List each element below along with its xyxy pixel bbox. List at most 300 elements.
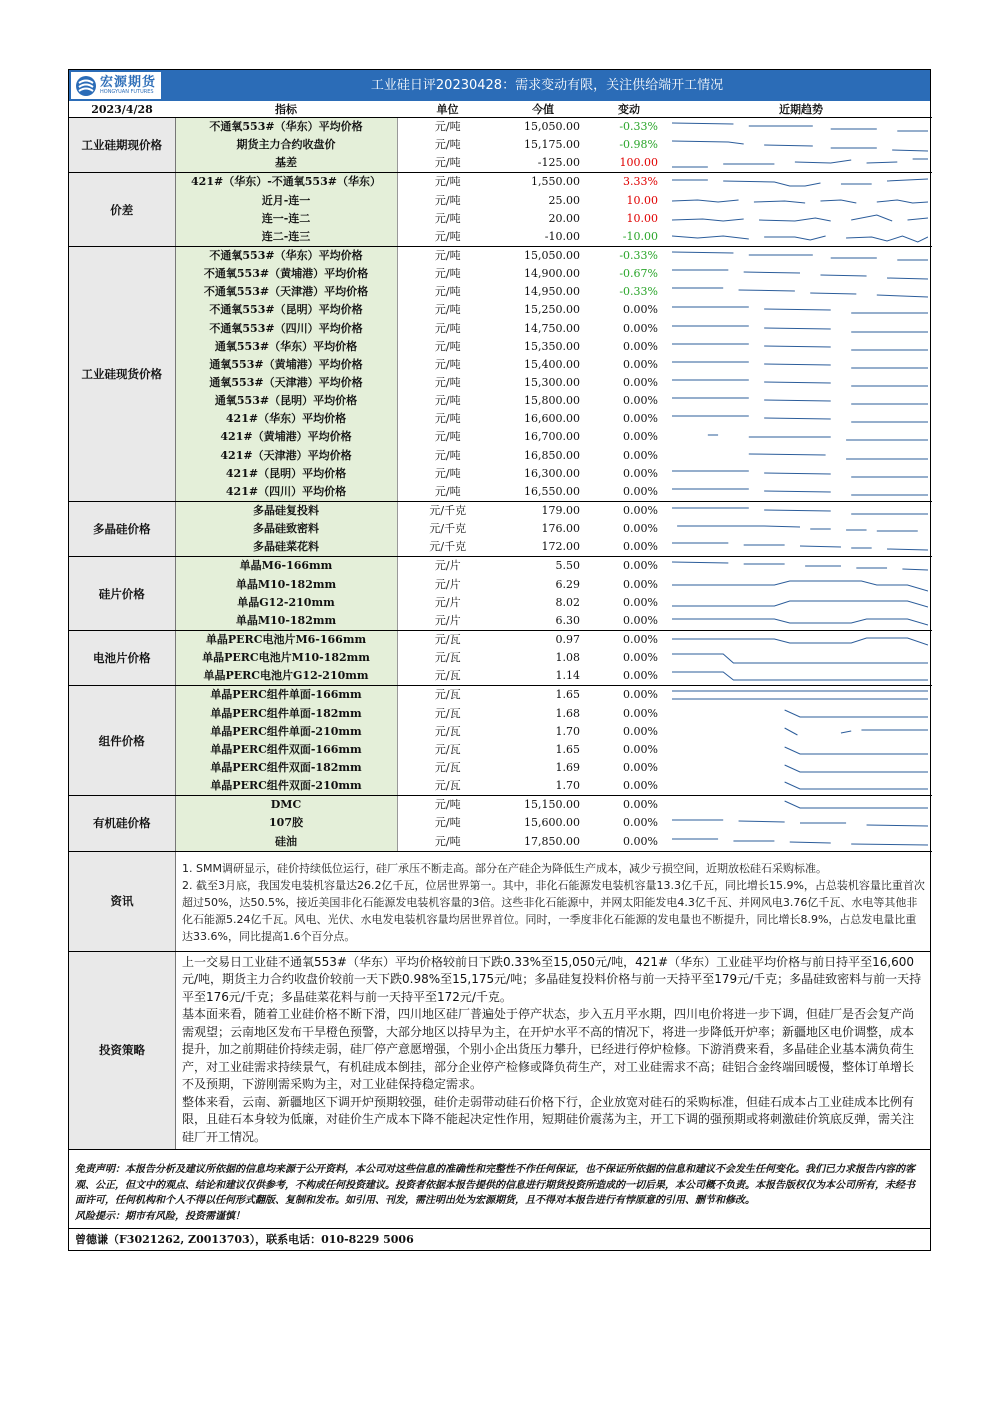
value-cell: 15,150.00 bbox=[524, 798, 580, 812]
news-label: 资讯 bbox=[69, 852, 176, 951]
sparkline-path bbox=[672, 236, 928, 242]
table-row bbox=[69, 410, 932, 428]
category-label: 多晶硅价格 bbox=[69, 501, 175, 556]
trend-cell bbox=[670, 392, 932, 410]
trend-cell bbox=[670, 192, 932, 210]
change-cell: 3.33% bbox=[623, 175, 658, 189]
sparkline-path bbox=[672, 562, 928, 570]
sparkline-path bbox=[785, 801, 928, 808]
indicator-cell: 通氧553#（天津港）平均价格 bbox=[175, 374, 397, 392]
unit-cell: 元/吨 bbox=[434, 357, 461, 371]
unit-cell: 元/片 bbox=[434, 577, 461, 591]
change-cell: 100.00 bbox=[588, 154, 670, 173]
indicator-cell: 单晶M10-182mm bbox=[175, 612, 397, 631]
change-cell: 0.00% bbox=[623, 357, 658, 371]
sparkline bbox=[672, 194, 928, 208]
sparkline-path bbox=[672, 820, 928, 826]
logo-text: 宏源期货 bbox=[100, 75, 157, 90]
sparkline-path bbox=[672, 581, 928, 591]
value-cell: 20.00 bbox=[548, 211, 580, 225]
unit-cell: 元/千克 bbox=[429, 522, 467, 536]
change-cell: 0.00% bbox=[623, 303, 658, 317]
table-row bbox=[69, 301, 932, 319]
trend-cell bbox=[670, 832, 932, 851]
value-cell: 16,600.00 bbox=[524, 412, 580, 426]
change-cell: 0.00% bbox=[588, 832, 670, 851]
sparkline-path bbox=[672, 288, 928, 297]
value-cell: 8.02 bbox=[555, 595, 580, 609]
change-cell: -0.33% bbox=[619, 249, 658, 263]
indicator-cell: 107胶 bbox=[175, 814, 397, 832]
value-cell: 179.00 bbox=[541, 504, 580, 518]
indicator-cell: 连二-连三 bbox=[175, 228, 397, 247]
sparkline-path bbox=[672, 508, 928, 514]
unit-cell: 元/瓦 bbox=[397, 777, 498, 796]
change-cell: 0.00% bbox=[623, 522, 658, 536]
value-cell: 16,700.00 bbox=[524, 430, 580, 444]
sparkline-path bbox=[672, 159, 928, 167]
trend-cell bbox=[670, 612, 932, 631]
table-row bbox=[69, 192, 932, 210]
change-cell: 10.00 bbox=[626, 193, 658, 207]
change-cell: 0.00% bbox=[623, 760, 658, 774]
table-row bbox=[69, 265, 932, 283]
unit-cell: 元/瓦 bbox=[434, 742, 461, 756]
indicator-cell: 单晶PERC电池片M6-166mm bbox=[175, 630, 397, 649]
strategy-body bbox=[176, 952, 930, 1150]
change-cell: -0.67% bbox=[619, 267, 658, 281]
value-cell: 15,350.00 bbox=[524, 339, 580, 353]
sparkline bbox=[672, 249, 928, 263]
table-row bbox=[69, 210, 932, 228]
table-row bbox=[69, 686, 932, 705]
table-row bbox=[69, 723, 932, 741]
table-row bbox=[69, 667, 932, 686]
trend-cell bbox=[670, 483, 932, 502]
unit-cell: 元/片 bbox=[397, 612, 498, 631]
sparkline bbox=[672, 120, 928, 134]
sparkline-path bbox=[672, 307, 928, 313]
sparkline bbox=[672, 761, 928, 775]
value-cell: 15,250.00 bbox=[524, 303, 580, 317]
sparkline-path bbox=[672, 839, 928, 845]
indicator-cell: 单晶M10-182mm bbox=[175, 576, 397, 594]
logo-subtext: HONGYUAN FUTURES bbox=[100, 89, 154, 95]
sparkline-path bbox=[672, 654, 928, 663]
indicator-cell: 通氧553#（黄埔港）平均价格 bbox=[175, 356, 397, 374]
indicator-cell: 单晶PERC组件单面-182mm bbox=[175, 705, 397, 723]
trend-cell bbox=[670, 301, 932, 319]
trend-cell bbox=[670, 777, 932, 796]
sparkline bbox=[672, 394, 928, 408]
value-cell: 1.65 bbox=[555, 742, 580, 756]
unit-cell: 元/吨 bbox=[434, 412, 461, 426]
table-row bbox=[69, 576, 932, 594]
table-row bbox=[69, 538, 932, 557]
table-header-row bbox=[69, 101, 932, 118]
disclaimer bbox=[69, 1150, 930, 1229]
change-cell: 0.00% bbox=[623, 321, 658, 335]
sparkline bbox=[672, 267, 928, 281]
trend-cell bbox=[670, 465, 932, 483]
sparkline bbox=[672, 412, 928, 426]
category-label: 价差 bbox=[69, 173, 175, 247]
sparkline-path bbox=[677, 526, 918, 531]
table-row bbox=[69, 796, 932, 815]
category-label: 工业硅期现价格 bbox=[69, 118, 175, 173]
unit-cell: 元/吨 bbox=[397, 228, 498, 247]
trend-cell bbox=[670, 136, 932, 154]
value-cell: 17,850.00 bbox=[498, 832, 588, 851]
indicator-cell: 单晶G12-210mm bbox=[175, 594, 397, 612]
unit-cell: 元/吨 bbox=[434, 816, 461, 830]
value-cell: 1.69 bbox=[555, 760, 580, 774]
indicator-cell: 单晶PERC电池片M10-182mm bbox=[175, 649, 397, 667]
unit-cell: 元/瓦 bbox=[434, 651, 461, 665]
trend-cell bbox=[670, 356, 932, 374]
unit-cell: 元/片 bbox=[434, 559, 461, 573]
unit-cell: 元/瓦 bbox=[434, 760, 461, 774]
news-section bbox=[69, 852, 930, 952]
sparkline-path bbox=[785, 782, 928, 789]
sparkline bbox=[672, 230, 928, 244]
value-cell: 15,800.00 bbox=[524, 394, 580, 408]
indicator-cell: DMC bbox=[175, 796, 397, 815]
indicator-cell: 期货主力合约收盘价 bbox=[175, 136, 397, 154]
sparkline bbox=[672, 816, 928, 830]
sparkline-path bbox=[672, 252, 928, 260]
sparkline-path bbox=[672, 691, 928, 699]
sparkline bbox=[672, 175, 928, 189]
change-cell: 0.00% bbox=[588, 538, 670, 557]
indicator-cell: 421#（黄埔港）平均价格 bbox=[175, 428, 397, 446]
table-row bbox=[69, 136, 932, 154]
table-row bbox=[69, 356, 932, 374]
value-cell: 6.29 bbox=[555, 577, 580, 591]
trend-cell bbox=[670, 283, 932, 301]
strategy-section bbox=[69, 952, 930, 1151]
unit-cell: 元/吨 bbox=[434, 211, 461, 225]
table-row bbox=[69, 246, 932, 265]
change-cell: 0.00% bbox=[623, 595, 658, 609]
indicator-cell: 基差 bbox=[175, 154, 397, 173]
trend-cell bbox=[670, 320, 932, 338]
unit-cell: 元/瓦 bbox=[434, 706, 461, 720]
indicator-cell: 单晶PERC组件单面-166mm bbox=[175, 686, 397, 705]
unit-cell: 元/片 bbox=[434, 595, 461, 609]
indicator-cell: 421#（四川）平均价格 bbox=[175, 483, 397, 502]
disclaimer-text: 免责声明：本报告分析及建议所依据的信息均来源于公开资料，本公司对这些信息的准确性和完整性不作任何保证，也不保证所依据的信息和建议不会发生任何变化。我们已力求报告内容的客观、公正，但文中的观点、结论和建议仅供参考，不构成任何投资建议。投资者依据本报告提供的信息进行期货投资所造成的一切后果，本公司概不负责。本报告版权仅为本公司所有，未经书面许可，任何机构和个人不得以任何形式翻版、复制和发布。如引用、刊发，需注明出处为宏源期货，且不得对本报告进行有悖原意的引用、删节和修改。 bbox=[75, 1164, 915, 1207]
table-row bbox=[69, 832, 932, 851]
unit-cell: 元/吨 bbox=[434, 175, 461, 189]
indicator-cell: 不通氧553#（昆明）平均价格 bbox=[175, 301, 397, 319]
trend-cell bbox=[670, 374, 932, 392]
value-cell: 14,750.00 bbox=[524, 321, 580, 335]
column-header-change: 变动 bbox=[588, 101, 670, 118]
unit-cell: 元/吨 bbox=[397, 832, 498, 851]
sparkline-path bbox=[672, 416, 928, 422]
indicator-cell: 单晶PERC组件双面-182mm bbox=[175, 759, 397, 777]
sparkline bbox=[672, 596, 928, 610]
risk-warning: 风险提示：期市有风险，投资需谨慎！ bbox=[75, 1210, 245, 1222]
table-row bbox=[69, 173, 932, 192]
table-row bbox=[69, 814, 932, 832]
value-cell: 5.50 bbox=[555, 559, 580, 573]
change-cell: 0.00% bbox=[623, 742, 658, 756]
table-row bbox=[69, 392, 932, 410]
trend-cell bbox=[670, 594, 932, 612]
sparkline bbox=[672, 798, 928, 812]
table-row bbox=[69, 428, 932, 446]
trend-cell bbox=[670, 154, 932, 173]
sparkline-path bbox=[672, 200, 928, 203]
value-cell: 1.68 bbox=[555, 706, 580, 720]
value-cell: -125.00 bbox=[498, 154, 588, 173]
sparkline-path bbox=[785, 747, 928, 754]
value-cell: 6.30 bbox=[498, 612, 588, 631]
trend-cell bbox=[670, 686, 932, 705]
table-row bbox=[69, 320, 932, 338]
category-label: 电池片价格 bbox=[69, 630, 175, 685]
change-cell: 0.00% bbox=[623, 339, 658, 353]
indicator-cell: 单晶PERC组件单面-210mm bbox=[175, 723, 397, 741]
trend-cell bbox=[670, 246, 932, 265]
indicator-cell: 单晶PERC组件双面-210mm bbox=[175, 777, 397, 796]
value-cell: 15,050.00 bbox=[524, 249, 580, 263]
change-cell: 0.00% bbox=[588, 483, 670, 502]
trend-cell bbox=[670, 649, 932, 667]
unit-cell: 元/吨 bbox=[434, 120, 461, 134]
sparkline bbox=[672, 614, 928, 628]
sparkline bbox=[672, 504, 928, 518]
sparkline bbox=[672, 467, 928, 481]
value-cell: 15,300.00 bbox=[524, 376, 580, 390]
category-label: 硅片价格 bbox=[69, 557, 175, 631]
sparkline bbox=[672, 358, 928, 372]
sparkline-path bbox=[672, 380, 928, 386]
indicator-cell: 不通氧553#（华东）平均价格 bbox=[175, 246, 397, 265]
trend-cell bbox=[670, 538, 932, 557]
indicator-cell: 421#（昆明）平均价格 bbox=[175, 465, 397, 483]
category-label: 组件价格 bbox=[69, 686, 175, 796]
change-cell: 0.00% bbox=[623, 504, 658, 518]
change-cell: 0.00% bbox=[623, 798, 658, 812]
change-cell: 0.00% bbox=[623, 633, 658, 646]
sparkline bbox=[672, 376, 928, 390]
column-header-indicator: 指标 bbox=[175, 101, 397, 118]
change-cell: 0.00% bbox=[623, 412, 658, 426]
trend-cell bbox=[670, 520, 932, 538]
indicator-cell: 通氧553#（华东）平均价格 bbox=[175, 338, 397, 356]
logo-emblem-icon bbox=[75, 75, 97, 97]
change-cell: 0.00% bbox=[623, 466, 658, 480]
trend-cell bbox=[670, 576, 932, 594]
sparkline-path bbox=[749, 454, 928, 459]
sparkline bbox=[672, 779, 928, 793]
indicator-cell: 连一-连二 bbox=[175, 210, 397, 228]
indicator-cell: 多晶硅菜花料 bbox=[175, 538, 397, 557]
trend-cell bbox=[670, 118, 932, 137]
change-cell: 0.00% bbox=[623, 394, 658, 408]
change-cell: 0.00% bbox=[623, 816, 658, 830]
sparkline-path bbox=[785, 765, 928, 772]
table-row bbox=[69, 483, 932, 502]
change-cell: -0.33% bbox=[619, 285, 658, 299]
category-label: 工业硅现货价格 bbox=[69, 246, 175, 501]
unit-cell: 元/千克 bbox=[397, 538, 498, 557]
indicator-cell: 421#（天津港）平均价格 bbox=[175, 447, 397, 465]
sparkline bbox=[672, 578, 928, 592]
trend-cell bbox=[670, 501, 932, 520]
indicator-cell: 近月-连一 bbox=[175, 192, 397, 210]
value-cell: 15,175.00 bbox=[524, 138, 580, 152]
unit-cell: 元/吨 bbox=[434, 376, 461, 390]
value-cell: 1.65 bbox=[555, 688, 580, 702]
sparkline bbox=[672, 303, 928, 317]
trend-cell bbox=[670, 667, 932, 686]
strategy-paragraph: 上一交易日工业硅不通氧553#（华东）平均价格较前日下跌0.33%至15,050元/吨，421#（华东）工业硅平均价格与前日持平至16,600元/吨，期货主力合约收盘价较前一天下跌0.98%至15,175元/吨；多晶硅复投料价格与前一天持平至179元/千克；多晶硅致密料与前一天持平至176元/千克；多晶硅菜花料与前一天持平至172元/千克。 bbox=[182, 954, 922, 1004]
table-row bbox=[69, 777, 932, 796]
table-row bbox=[69, 612, 932, 631]
table-row bbox=[69, 520, 932, 538]
unit-cell: 元/吨 bbox=[434, 138, 461, 152]
unit-cell: 元/吨 bbox=[434, 466, 461, 480]
change-cell: 0.00% bbox=[623, 376, 658, 390]
sparkline-path bbox=[672, 619, 928, 625]
price-table bbox=[69, 101, 932, 852]
sparkline-path bbox=[672, 638, 928, 645]
value-cell: 1,550.00 bbox=[531, 175, 580, 189]
sparkline bbox=[672, 485, 928, 499]
table-row bbox=[69, 374, 932, 392]
table-row bbox=[69, 649, 932, 667]
indicator-cell: 硅油 bbox=[175, 832, 397, 851]
value-cell: 0.97 bbox=[555, 633, 580, 646]
unit-cell: 元/吨 bbox=[434, 321, 461, 335]
change-cell: 0.00% bbox=[588, 612, 670, 631]
table-row bbox=[69, 630, 932, 649]
unit-cell: 元/吨 bbox=[434, 798, 461, 812]
sparkline bbox=[672, 449, 928, 463]
trend-cell bbox=[670, 814, 932, 832]
trend-cell bbox=[670, 410, 932, 428]
sparkline-path bbox=[672, 471, 928, 477]
table-row bbox=[69, 594, 932, 612]
table-row bbox=[69, 759, 932, 777]
sparkline-path bbox=[785, 710, 928, 717]
indicator-cell: 不通氧553#（四川）平均价格 bbox=[175, 320, 397, 338]
sparkline-path bbox=[708, 435, 928, 440]
change-cell: 0.00% bbox=[623, 430, 658, 444]
trend-cell bbox=[670, 173, 932, 192]
value-cell: 1.70 bbox=[498, 777, 588, 796]
trend-cell bbox=[670, 723, 932, 741]
report-sheet bbox=[68, 69, 931, 1251]
unit-cell: 元/瓦 bbox=[397, 667, 498, 686]
change-cell: 0.00% bbox=[623, 724, 658, 738]
table-row bbox=[69, 465, 932, 483]
table-row bbox=[69, 118, 932, 137]
sparkline-path bbox=[672, 489, 928, 495]
value-cell: 14,900.00 bbox=[524, 267, 580, 281]
column-header-value: 今值 bbox=[498, 101, 588, 118]
change-cell: 0.00% bbox=[623, 651, 658, 665]
change-cell: 0.00% bbox=[623, 706, 658, 720]
value-cell: 1.14 bbox=[498, 667, 588, 686]
table-row bbox=[69, 338, 932, 356]
trend-cell bbox=[670, 338, 932, 356]
sparkline bbox=[672, 835, 928, 849]
sparkline bbox=[672, 522, 928, 536]
value-cell: 15,050.00 bbox=[524, 120, 580, 134]
sparkline-path bbox=[672, 601, 928, 607]
change-cell: 0.00% bbox=[623, 448, 658, 462]
sparkline bbox=[672, 285, 928, 299]
sparkline bbox=[672, 725, 928, 739]
indicator-cell: 421#（华东）-不通氧553#（华东） bbox=[175, 173, 397, 192]
indicator-cell: 不通氧553#（黄埔港）平均价格 bbox=[175, 265, 397, 283]
change-cell: 0.00% bbox=[623, 577, 658, 591]
value-cell: 1.08 bbox=[555, 651, 580, 665]
change-cell: -10.00 bbox=[588, 228, 670, 247]
sparkline bbox=[672, 540, 928, 554]
trend-cell bbox=[670, 210, 932, 228]
column-header-trend: 近期趋势 bbox=[670, 101, 932, 118]
table-row bbox=[69, 501, 932, 520]
unit-cell: 元/瓦 bbox=[434, 633, 461, 646]
indicator-cell: 不通氧553#（华东）平均价格 bbox=[175, 118, 397, 137]
sparkline-path bbox=[672, 672, 928, 680]
value-cell: 14,950.00 bbox=[524, 285, 580, 299]
indicator-cell: 通氧553#（昆明）平均价格 bbox=[175, 392, 397, 410]
sparkline bbox=[672, 743, 928, 757]
change-cell: 0.00% bbox=[588, 667, 670, 686]
report-title: 工业硅日评20230428：需求变动有限，关注供给端开工情况 bbox=[370, 78, 724, 93]
table-row bbox=[69, 705, 932, 723]
sparkline bbox=[672, 138, 928, 152]
unit-cell: 元/千克 bbox=[429, 504, 467, 518]
indicator-cell: 单晶PERC电池片G12-210mm bbox=[175, 667, 397, 686]
table-row bbox=[69, 283, 932, 301]
value-cell: 176.00 bbox=[541, 522, 580, 536]
news-paragraph: 1. SMM调研显示，硅价持续低位运行，硅厂承压不断走高。部分在产硅企为降低生产成本，减少亏损空间，近期放松硅石采购标准。 bbox=[182, 861, 827, 875]
unit-cell: 元/吨 bbox=[434, 448, 461, 462]
table-body bbox=[69, 118, 932, 852]
indicator-cell: 不通氧553#（天津港）平均价格 bbox=[175, 283, 397, 301]
sparkline bbox=[672, 559, 928, 573]
sparkline bbox=[672, 430, 928, 444]
sparkline bbox=[672, 688, 928, 702]
unit-cell: 元/吨 bbox=[397, 154, 498, 173]
trend-cell bbox=[670, 557, 932, 576]
trend-cell bbox=[670, 796, 932, 815]
strategy-paragraph: 整体来看，云南、新疆地区下调开炉预期较强，硅价走弱带动硅石价格下行，企业放宽对硅石的采购标准，但硅石成本占工业硅成本比例有限，且硅石本身较为低廉，对硅价生产成本下降不能起决定性作用，短期硅价震荡为主，开工下调的强预期或将刺激硅价筑底反弹，需关注硅厂开工情况。 bbox=[182, 1094, 915, 1144]
unit-cell: 元/吨 bbox=[434, 430, 461, 444]
sparkline-path bbox=[672, 543, 928, 550]
sparkline-path bbox=[672, 141, 928, 151]
value-cell: 15,600.00 bbox=[524, 816, 580, 830]
sparkline bbox=[672, 156, 928, 170]
unit-cell: 元/吨 bbox=[434, 285, 461, 299]
unit-cell: 元/瓦 bbox=[434, 724, 461, 738]
news-body bbox=[176, 852, 930, 951]
sparkline-path bbox=[672, 215, 928, 221]
value-cell: 25.00 bbox=[548, 193, 580, 207]
news-paragraph: 2. 截至3月底，我国发电装机容量达26.2亿千瓦，位居世界第一。其中，非化石能源发电装机容量13.3亿千瓦，同比增长15.9%，占总装机容量比重首次超过50%，达50.5%，接近美国非化石能源发电装机容量的3倍。这些非化石能源中，并网太阳能发电4.3亿千瓦、并网风电3.76亿千瓦、水电等其他非化石能源5.24亿千瓦。风电、光伏、水电发电装机容量均居世界首位。同时，一季度非化石能源的发电量也不断提升，同比增长8.9%，占总发电量比重达33.6%，同比提高1.6个百分点。 bbox=[182, 878, 925, 943]
sparkline-path bbox=[672, 398, 928, 404]
unit-cell: 元/吨 bbox=[397, 483, 498, 502]
sparkline bbox=[672, 707, 928, 721]
